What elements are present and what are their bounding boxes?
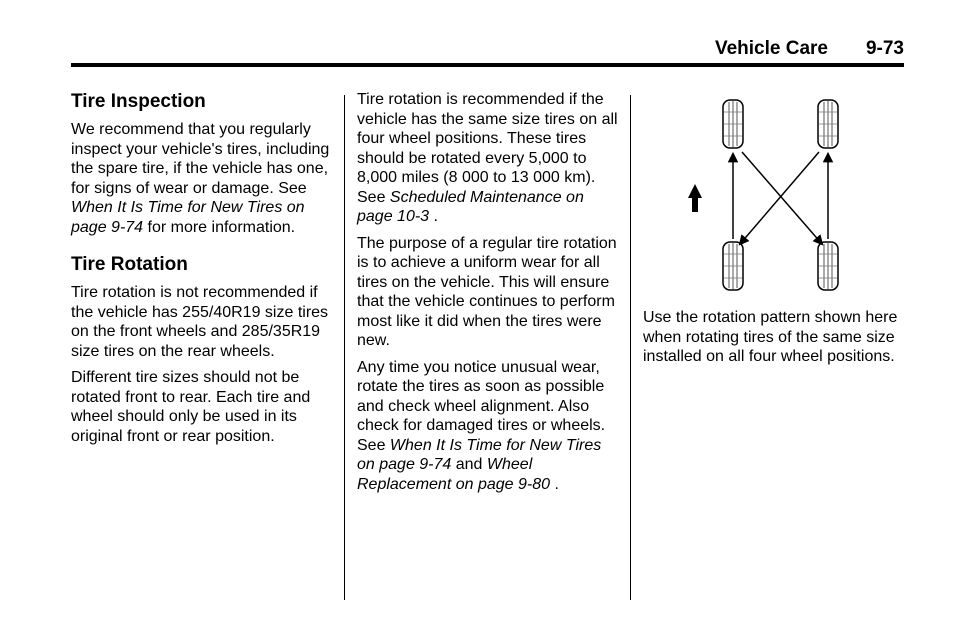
heading-tire-inspection: Tire Inspection (71, 91, 206, 112)
page-number: 9-73 (865, 38, 904, 59)
rotation-paragraph-1: Tire rotation is not recommended if the vehicle has 255/40R19 size tires on the front wheels and 285/35R19 size tires on the rear wheels. (71, 284, 329, 360)
tire-rotation-diagram (680, 94, 860, 294)
tire-front-right (818, 100, 838, 148)
header-rule (71, 63, 904, 67)
arrow-front-right-to-rear-left (740, 152, 819, 244)
tire-rotation-pattern-icon (680, 94, 860, 294)
rec-after: . (429, 208, 438, 225)
column-middle (357, 90, 619, 501)
purpose-paragraph: The purpose of a regular tire rotation is to achieve a uniform wear for all tires on the vehicle. This will ensure that the vehicle continues to perform most like it did when the tires were new. (357, 234, 617, 349)
link-wheel-replacement[interactable]: Wheel Replacement on page 9-80 (357, 456, 551, 493)
arrow-front-left-to-rear-right (742, 152, 822, 244)
section-title: Vehicle Care (714, 38, 828, 59)
wear-after: . (550, 475, 559, 493)
wear-mid: and (451, 456, 487, 473)
rec-text: Tire rotation is recommended if the vehicle has the same size tires on all four wheel positions. These tires should be rotated every 5,000 to 8,000 miles (8 000 to 13 000 km). See (357, 91, 618, 206)
tire-rear-left (723, 242, 743, 290)
inspection-text: We recommend that you regularly inspect your vehicle's tires, including the spare tire, if the vehicle has one, for signs of wear or damage. See (71, 121, 330, 197)
link-scheduled-maintenance[interactable]: Scheduled Maintenance on page 10-3 (357, 188, 584, 225)
heading-tire-rotation: Tire Rotation (71, 254, 188, 275)
tire-rear-right (818, 242, 838, 290)
unusual-wear-paragraph (357, 358, 619, 495)
forward-direction-arrow-icon (688, 184, 702, 212)
rotation-recommended-paragraph (357, 90, 619, 227)
inspection-after: for more information. (143, 218, 296, 236)
tire-front-left (723, 100, 743, 148)
column-divider (630, 95, 631, 600)
inspection-paragraph (71, 120, 337, 237)
column-right (643, 308, 903, 374)
rotation-paragraph-2: Different tire sizes should not be rotated front to rear. Each tire and wheel should only be used in its original front or rear position. (71, 369, 311, 445)
diagram-caption: Use the rotation pattern shown here when rotating tires of the same size installed on all four wheel positions. (643, 309, 898, 365)
wear-text: Any time you notice unusual wear, rotate the tires as soon as possible and check wheel alignment. Also check for damaged tires or wheels. See (357, 358, 606, 454)
column-left (71, 90, 337, 453)
link-new-tires-2[interactable]: When It Is Time for New Tires on page 9-74 (357, 436, 602, 473)
column-divider (344, 95, 345, 600)
link-new-tires[interactable]: When It Is Time for New Tires on page 9-74 (71, 199, 305, 236)
page-header (71, 38, 904, 60)
